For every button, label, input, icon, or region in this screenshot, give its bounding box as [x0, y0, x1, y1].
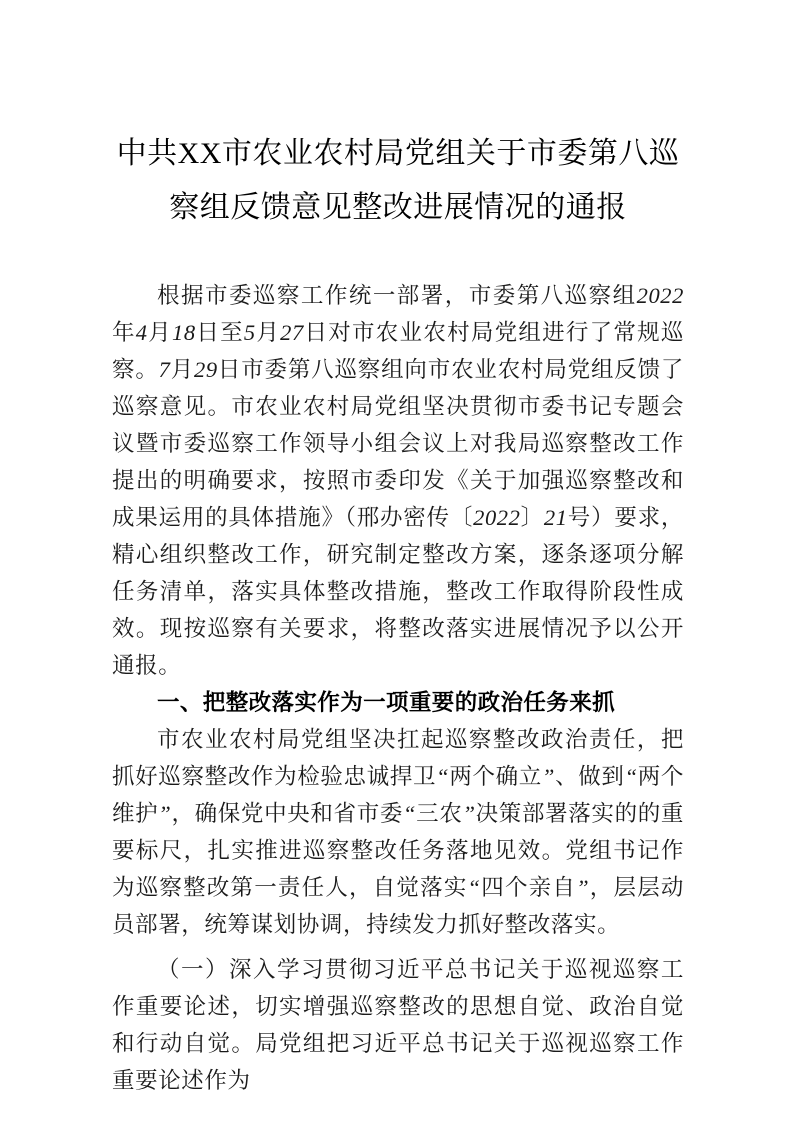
- section-heading-one: 一、把整改落实作为一项重要的政治任务来抓: [157, 690, 616, 715]
- paragraph-subsection-one: （一）深入学习贯彻习近平总书记关于巡视巡察工作重要论述，切实增强巡察整改的思想自觉、政治自觉和行动自觉。局党组把习近平总书记关于巡视巡察工作重要论述作为: [112, 957, 684, 1093]
- paragraph-intro: 根据市委巡察工作统一部署，市委第八巡察组2022年4月18日至5月27日对市农业农村局党组进行了常规巡察。7月29日市委第八巡察组向市农业农村局党组反馈了巡察意见。市农业农村局党组坚决贯彻市委书记专题会议暨市委巡察工作领导小组会议上对我局巡察整改工作提出的明确要求，按照市委印发《关于加强巡察整改和成果运用的具体措施》（邢办密传〔2022〕21号）要求，精心组织整改工作，研究制定整改方案，逐条逐项分解任务清单，落实具体整改措施，整改工作取得阶段性成效。现按巡察有关要求，将整改落实进展情况予以公开通报。: [112, 283, 684, 678]
- paragraph-section-one-body: 市农业农村局党组坚决扛起巡察整改政治责任，把抓好巡察整改作为检验忠诚捍卫“两个确立”、做到“两个维护”，确保党中央和省市委“三农”决策部署落实的的重要标尺，扎实推进巡察整改任务落地见效。党组书记作为巡察整改第一责任人，自觉落实“四个亲自”，层层动员部署，统筹谋划协调，持续发力抓好整改落实。: [112, 727, 684, 937]
- document-body: [112, 0, 684, 1099]
- page-title: 中共XX市农业农村局党组关于市委第八巡察组反馈意见整改进展情况的通报: [116, 137, 680, 224]
